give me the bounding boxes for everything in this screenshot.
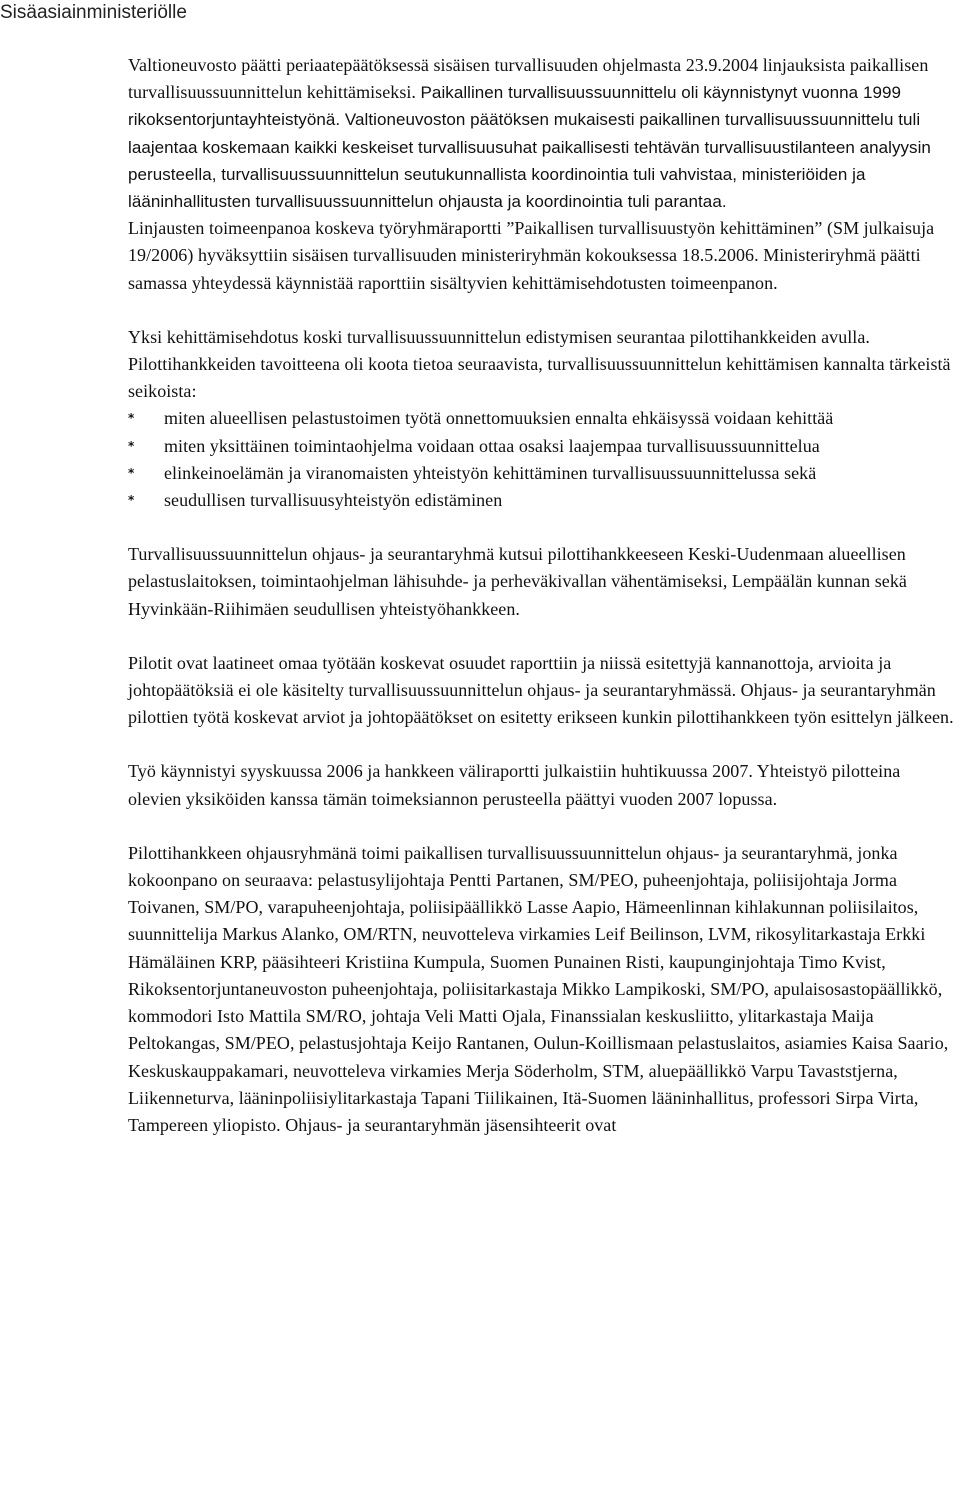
list-item [128, 460, 958, 487]
paragraph-steering-group: Pilottihankkeen ohjausryhmänä toimi paikallisen turvallisuussuunnittelun ohjaus- ja seurantaryhmä, jonka kokoonpano on seuraava: pelastusylijohtaja Pentti Partanen, SM/PEO, puheenjohtaja, poliisijohtaja Jorma Toivanen, SM/PO, varapuheenjohtaja, poliisipäällikkö Lasse Aapio, Hämeenlinnan kihlakunnan poliisilaitos, suunnittelija Markus Alanko, OM/RTN, neuvotteleva virkamies Leif Beilinson, LVM, rikosylitarkastaja Erkki Hämäläinen KRP, pääsihteeri Kristiina Kumpula, Suomen Punainen Risti, kaupunginjohtaja Timo Kvist, Rikoksentorjuntaneuvoston puheenjohtaja, poliisitarkastaja Mikko Lampikoski, SM/PO, apulaisosastopäällikkö, kommodori Isto Mattila SM/RO, johtaja Veli Matti Ojala, Finanssialan keskusliitto, ylitarkastaja Maija Peltokangas, SM/PEO, pelastusjohtaja Keijo Rantanen, Oulun-Koillismaan pelastuslaitos, asiamies Kaisa Saario, Keskuskauppakamari, neuvotteleva virkamies Merja Söderholm, STM, aluepäällikkö Varpu Tavaststjerna, Liikenneturva, lääninpoliisiylitarkastaja Tapani Tiilikainen, Itä-Suomen lääninhallitus, professori Sirpa Virta, Tampereen yliopisto. Ohjaus- ja seurantaryhmän jäsensihteerit ovat [128, 842, 949, 1135]
paragraph-intro-serif: Valtioneuvosto päätti periaatepäätöksessä sisäisen turvallisuuden ohjelmasta 23.9.2004 linjauksista paikallisen turvallisuussuunnittelun kehittämiseksi. [128, 55, 929, 103]
list-item-text: seudullisen turvallisuusyhteistyön edistäminen [164, 490, 503, 511]
bullet-icon: * [128, 411, 135, 426]
bullet-icon: * [128, 438, 135, 453]
list-item [128, 405, 958, 432]
document-body [128, 52, 958, 1139]
paragraph-pilot-invitations: Turvallisuussuunnittelun ohjaus- ja seurantaryhmä kutsui pilottihankkeeseen Keski-Uudenmaan alueellisen pelastuslaitoksen, toimintaohjelman lähisuhde- ja perheväkivallan vähentämiseksi, Lempäälän kunnan sekä Hyvinkään-Riihimäen seudullisen yhteistyöhankkeen. [128, 544, 907, 619]
list-item-text: elinkeinoelämän ja viranomaisten yhteistyön kehittäminen turvallisuussuunnittelussa sekä [164, 462, 817, 483]
paragraph-timeline: Työ käynnistyi syyskuussa 2006 ja hankkeen väliraportti julkaistiin huhtikuussa 2007. Yhteistyö pilotteina olevien yksiköiden kanssa tämän toimeksiannon perusteella päättyi vuoden 2007 lopussa. [128, 761, 901, 809]
paragraph-pilot-reports: Pilotit ovat laatineet omaa työtään koskevat osuudet raporttiin ja niissä esitettyjä kannanottoja, arvioita ja johtopäätöksiä ei ole käsitelty turvallisuussuunnittelun ohjaus- ja seurantaryhmässä. Ohjaus- ja seurantaryhmän pilottien työtä koskevat arviot ja johtopäätökset on esitetty erikseen kunkin pilottihankkeen työn esittelyn jälkeen. [128, 652, 954, 728]
paragraph-working-group-report: Linjausten toimeenpanoa koskeva työryhmäraportti ”Paikallisen turvallisuustyön kehittäminen” (SM julkaisuja 19/2006) hyväksyttiin sisäisen turvallisuuden ministeriryhmän kokouksessa 18.5.2006. Ministeriryhmä päätti samassa yhteydessä käynnistää raporttiin sisältyvien kehittämisehdotusten toimeenpanon. [128, 218, 935, 293]
list-item-text: miten yksittäinen toimintaohjelma voidaan ottaa osaksi laajempaa turvallisuussuunnittelua [164, 435, 820, 456]
list-item [128, 433, 958, 460]
paragraph-pilot-projects: Yksi kehittämisehdotus koski turvallisuussuunnittelun edistymisen seurantaa pilottihankkeiden avulla. Pilottihankkeiden tavoitteena oli koota tietoa seuraavista, turvallisuussuunnittelun kehittämisen kannalta tärkeistä seikoista: [128, 326, 951, 402]
list-item [128, 487, 958, 514]
paragraph-intro-sans: Paikallinen turvallisuussuunnittelu oli käynnistynyt vuonna 1999 rikoksentorjuntayhteistyönä. Valtioneuvoston päätöksen mukaisesti paikallinen turvallisuussuunnittelu tuli laajentaa koskemaan kaikki keskeiset turvallisuusuhat paikallisesti tehtävän turvallisuustilanteen analyysin perusteella, turvallisuussuunnittelun seutukunnallista koordinointia tuli vahvistaa, ministeriöiden ja lääninhallitusten turvallisuussuunnittelun ohjausta ja koordinointia tuli parantaa. [128, 83, 931, 212]
paragraph-intro [128, 52, 958, 215]
pilot-topics-list [128, 405, 958, 514]
bullet-icon: * [128, 493, 135, 508]
page-header-title: Sisäasiainministeriölle [0, 2, 187, 23]
bullet-icon: * [128, 465, 135, 480]
list-item-text: miten alueellisen pelastustoimen työtä onnettomuuksien ennalta ehkäisyssä voidaan kehittää [164, 408, 834, 429]
